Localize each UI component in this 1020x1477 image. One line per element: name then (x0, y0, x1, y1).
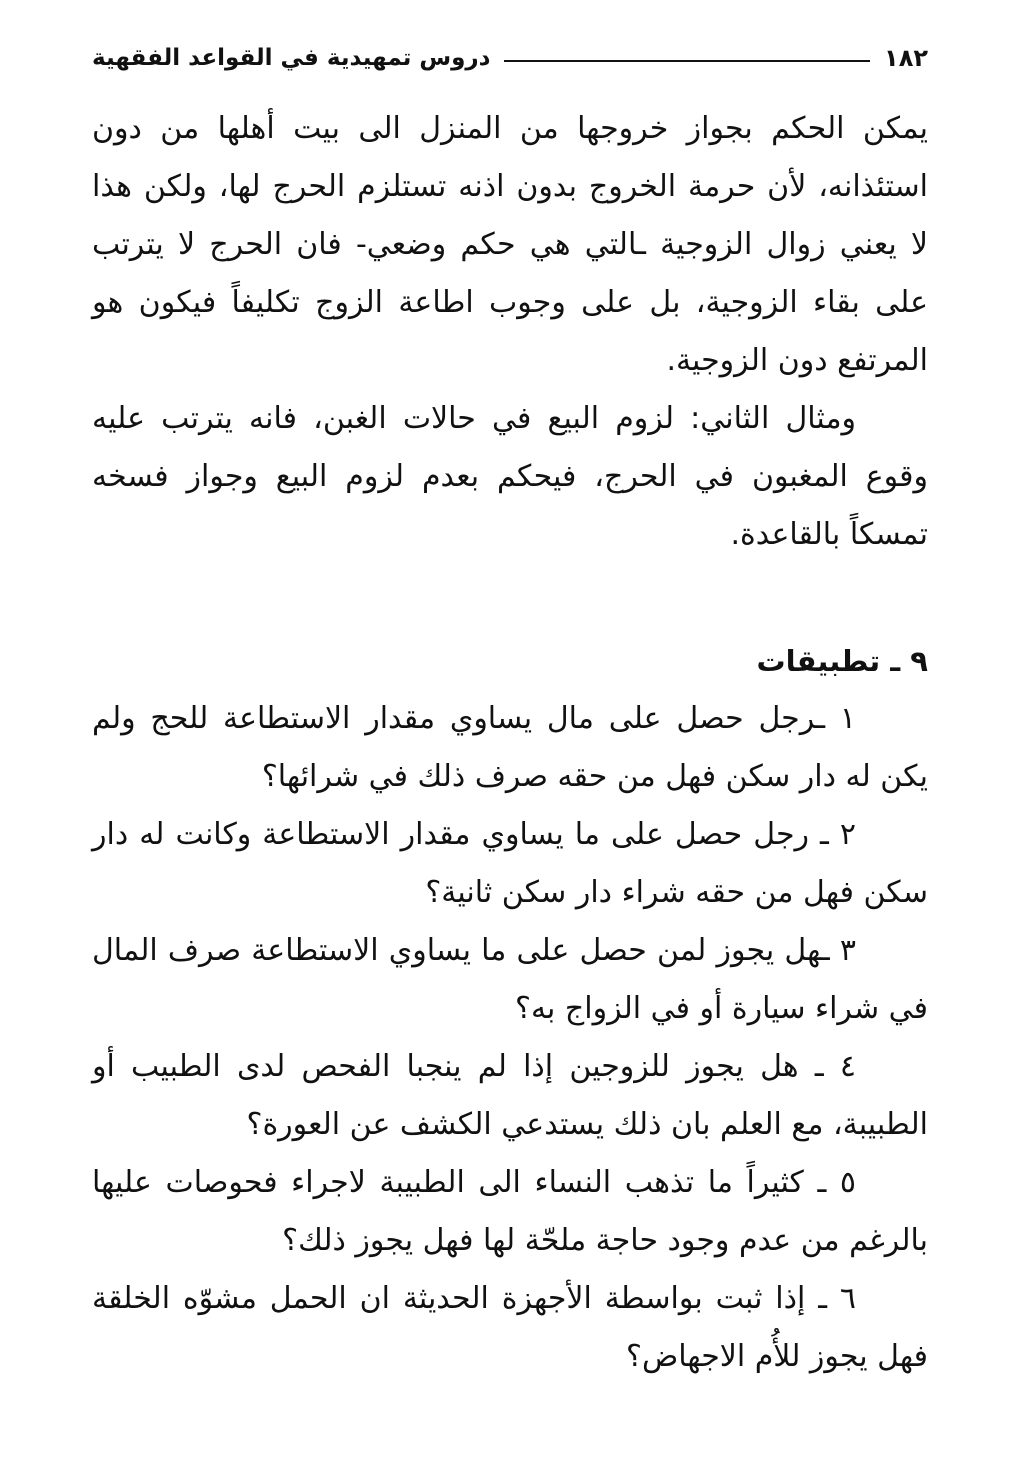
running-header (92, 38, 928, 78)
question-item-2: ٢ ـ رجل حصل على ما يساوي مقدار الاستطاعة وكانت له دار سكن فهل من حقه شراء دار سكن ثانية؟ (92, 817, 928, 910)
paragraph-continued: يمكن الحكم بجواز خروجها من المنزل الى بيت أهلها من دون استئذانه، لأن حرمة الخروج بدون اذنه تستلزم الحرج لها، ولكن هذا لا يعني زوال الزوجية ـالتي هي حكم وضعي- فان الحرج لا يترتب على بقاء الزوجية، بل على وجوب اطاعة الزوج تكليفاً فيكون هو المرتفع دون الزوجية. (92, 111, 928, 378)
page-body (92, 100, 928, 1386)
question-item-5: ٥ ـ كثيراً ما تذهب النساء الى الطبيبة لاجراء فحوصات عليها بالرغم من عدم وجود حاجة ملحّة لها فهل يجوز ذلك؟ (92, 1165, 928, 1258)
book-title: دروس تمهيدية في القواعد الفقهية (92, 45, 491, 71)
page-number: ١٨٢ (884, 44, 928, 72)
paragraph-example-two: ومثال الثاني: لزوم البيع في حالات الغبن، فانه يترتب عليه وقوع المغبون في الحرج، فيحكم بعدم لزوم البيع وجواز فسخه تمسكاً بالقاعدة. (92, 401, 928, 552)
header-rule (504, 60, 870, 62)
question-item-3: ٣ ـهل يجوز لمن حصل على ما يساوي الاستطاعة صرف المال في شراء سيارة أو في الزواج به؟ (92, 933, 928, 1026)
section-heading: ٩ ـ تطبيقات (756, 644, 928, 678)
question-item-4: ٤ ـ هل يجوز للزوجين إذا لم ينجبا الفحص لدى الطبيب أو الطبيبة، مع العلم بان ذلك يستدعي الكشف عن العورة؟ (92, 1049, 928, 1142)
question-item-1: ١ ـرجل حصل على مال يساوي مقدار الاستطاعة للحج ولم يكن له دار سكن فهل من حقه صرف ذلك في شرائها؟ (92, 701, 928, 794)
question-item-6: ٦ ـ إذا ثبت بواسطة الأجهزة الحديثة ان الحمل مشوّه الخلقة فهل يجوز للأُم الاجهاض؟ (92, 1281, 928, 1374)
